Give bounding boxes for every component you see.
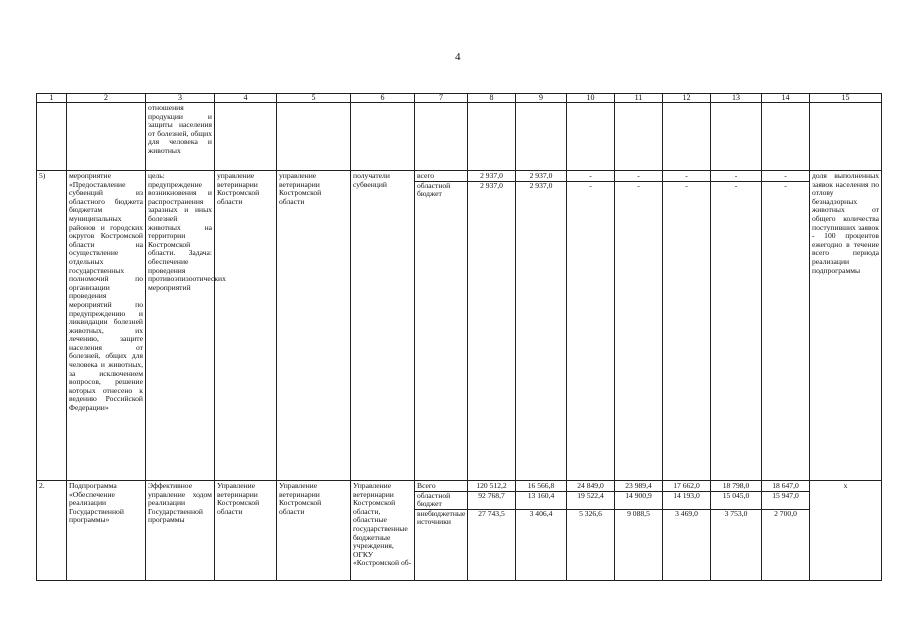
value-cell: - - xyxy=(663,171,711,481)
header-cell: 6 xyxy=(351,94,415,103)
continuation-goal: отношения продукции и защиты населения от болезней, общих для человека и животных xyxy=(146,103,215,171)
executor: Управление ветеринарии Костромской области xyxy=(215,481,277,581)
header-cell: 15 xyxy=(810,94,882,103)
page-number: 4 xyxy=(455,51,461,63)
header-cell: 13 xyxy=(711,94,762,103)
header-cell: 1 xyxy=(37,94,67,103)
indicator-text: доля выполненных заявок населения по отлову безнадзорных животных от общего количества поступивших заявок - 100 процентов ежегодно в течение всего периода реализации подпрограммы xyxy=(810,171,882,481)
table-row xyxy=(37,171,882,481)
value-cell: 120 512,2 92 768,7 27 743,5 xyxy=(468,481,516,581)
row-number: 5) xyxy=(37,171,67,481)
value-cell: 24 849,0 19 522,4 5 326,6 xyxy=(567,481,615,581)
header-cell: 12 xyxy=(663,94,711,103)
header-row xyxy=(37,94,882,103)
value-cell: 18 647,0 15 947,0 2 700,0 xyxy=(762,481,810,581)
value-cell: - - xyxy=(762,171,810,481)
table-row xyxy=(37,481,882,581)
row-number: 2. xyxy=(37,481,67,581)
coexecutor: управление ветеринарии Костромской области xyxy=(277,171,351,481)
header-cell: 10 xyxy=(567,94,615,103)
funding-sources: всего областной бюджет xyxy=(415,171,468,481)
header-cell: 4 xyxy=(215,94,277,103)
value-cell: 17 662,0 14 193,0 3 469,0 xyxy=(663,481,711,581)
header-cell: 11 xyxy=(615,94,663,103)
executor: управление ветеринарии Костромской области xyxy=(215,171,277,481)
header-cell: 3 xyxy=(146,94,215,103)
subprogram-name: Подпрограмма «Обеспечение реализации Государственной программы» xyxy=(67,481,146,581)
coexecutor: Управление ветеринарии Костромской области xyxy=(277,481,351,581)
value-cell: 18 798,0 15 045,0 3 753,0 xyxy=(711,481,762,581)
value-cell: 2 937,0 2 937,0 xyxy=(468,171,516,481)
value-cell: 23 989,4 14 900,9 9 088,5 xyxy=(615,481,663,581)
program-table xyxy=(36,93,882,581)
value-cell: - - xyxy=(615,171,663,481)
header-cell: 2 xyxy=(67,94,146,103)
participants: Управление ветеринарии Костромской области, областные государственные бюджетные учреждения, ОГКУ «Костромской об- xyxy=(351,481,415,581)
goal-text: цель: предупреждение возникновения и распространения заразных и иных болезней животных на территории Костромской области. Задача: обеспечение проведения противоэпизоотических мероприятий xyxy=(146,171,215,481)
header-cell: 7 xyxy=(415,94,468,103)
indicator-text: x xyxy=(810,481,882,581)
goal-text: Эффективное управление ходом реализации Государственной программы xyxy=(146,481,215,581)
measure-name: мероприятие «Предоставление субвенций из областного бюджета бюджетам муниципальных районов и городских округов Костромской области на осуществление отдельных государственных полномочий по организации проведения мероприятий по предупреждению и ликвидации болезней животных, их лечению, защите населения от болезней, общих для человека и животных, за исключением вопросов, решение которых отнесено к ведению Российской Федерации» xyxy=(67,171,146,481)
value-cell: 16 566,8 13 160,4 3 406,4 xyxy=(516,481,567,581)
value-cell: - - xyxy=(567,171,615,481)
continuation-row xyxy=(37,103,882,171)
value-cell: 2 937,0 2 937,0 xyxy=(516,171,567,481)
participants: получатели субвенций xyxy=(351,171,415,481)
header-cell: 14 xyxy=(762,94,810,103)
header-cell: 9 xyxy=(516,94,567,103)
funding-sources: Всего областной бюджет внебюджетные источники xyxy=(415,481,468,581)
header-cell: 8 xyxy=(468,94,516,103)
header-cell: 5 xyxy=(277,94,351,103)
value-cell: - - xyxy=(711,171,762,481)
